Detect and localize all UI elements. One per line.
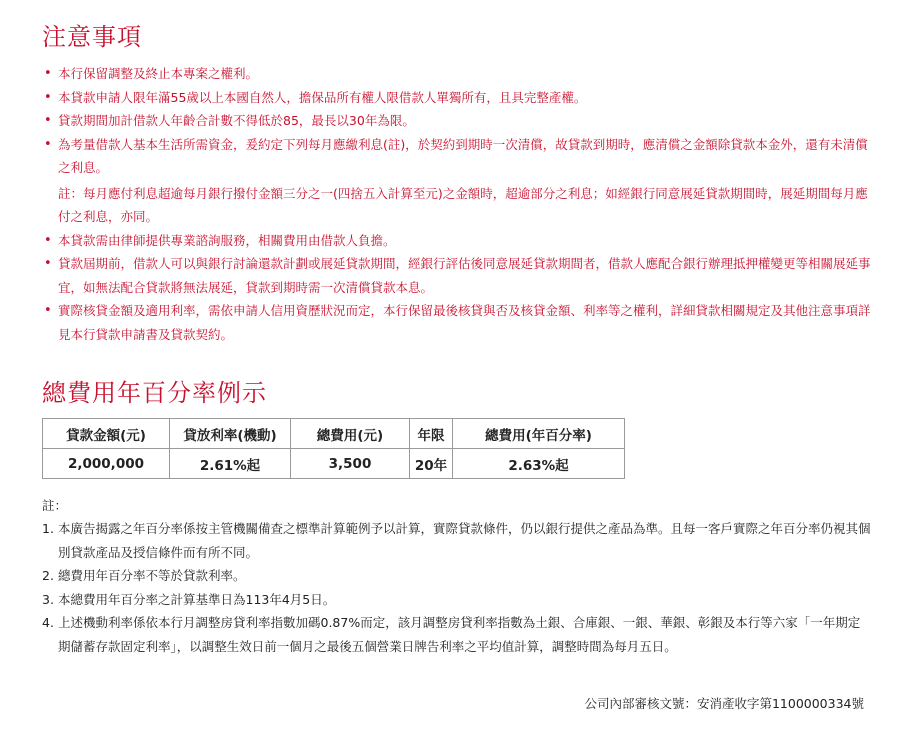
bullet-icon: • — [44, 256, 52, 271]
notice-list — [42, 62, 872, 346]
fee-table-header-row — [43, 419, 625, 449]
notice-item: • 貸款屆期前，借款人可以與銀行討論還款計劃或展延貸款期間，經銀行評估後同意展延貸款期間者，借款人應配合銀行辦理抵押權變更等相關展延事宜，如無法配合貸款將無法展延，貸款到期時需一次清償貸款本息。 — [42, 252, 872, 299]
cell-apr: 2.63%起 — [453, 449, 625, 479]
notes-label: 註： — [42, 498, 68, 513]
bullet-icon: • — [44, 232, 52, 248]
notice-item: • 本貸款申請人限年滿55歲以上本國自然人，擔保品所有權人限借款人單獨所有，且具完整產權。 — [42, 86, 872, 110]
note-item: 4. 上述機動利率係依本行月調整房貸利率指數加碼0.87%而定，該月調整房貸利率指數為土銀、合庫銀、一銀、華銀、彰銀及本行等六家「一年期定期儲蓄存款固定利率」，以調整生效日前一個月之最後五個營業日牌告利率之平均值計算，調整時間為每月五日。 — [42, 611, 872, 658]
header-interest-rate: 貸放利率(機動) — [170, 419, 291, 449]
note-number: 4. — [42, 615, 54, 630]
notice-item: • 實際核貸金額及適用利率，需依申請人信用資歷狀況而定，本行保留最後核貸與否及核貸金額、利率等之權利，詳細貸款相關規定及其他注意事項詳見本行貸款申請書及貸款契約。 — [42, 299, 872, 346]
note-number: 3. — [42, 591, 54, 607]
header-term: 年限 — [410, 419, 453, 449]
table-row — [43, 449, 625, 479]
bullet-icon: • — [44, 66, 52, 81]
header-loan-amount: 貸款金額(元) — [43, 419, 170, 449]
notice-item: • 貸款期間加計借款人年齡合計數不得低於85，最長以30年為限。 — [42, 109, 872, 133]
interest-sub-note: 註：每月應付利息超逾每月銀行撥付金額三分之一(四捨五入計算至元)之金額時，超逾部分之利息；如經銀行同意展延貸款期間時，展延期間每月應付之利息，亦同。 — [58, 185, 868, 224]
header-total-fee: 總費用(元) — [291, 419, 410, 449]
notes-list — [42, 517, 872, 658]
header-apr: 總費用(年百分率) — [453, 419, 625, 449]
note-number: 2. — [42, 568, 54, 583]
bullet-icon: • — [44, 136, 52, 152]
bullet-icon: • — [44, 303, 52, 318]
notice-title: 注意事項 — [42, 23, 142, 51]
note-number: 1. — [42, 521, 54, 536]
cell-loan-amount: 2,000,000 — [43, 449, 170, 479]
bullet-icon: • — [44, 89, 52, 105]
notice-item: • 本行保留調整及終止本專案之權利。 — [42, 62, 872, 86]
fee-example-title: 總費用年百分率例示 — [42, 379, 267, 407]
notice-item: • 為考量借款人基本生活所需資金，爰約定下列每月應繳利息(註)，於契約到期時一次清償，故貸款到期時，應清償之金額除貸款本金外，還有未清償之利息。 註：每月應付利息超逾每月銀行撥付金額三分之一(四捨五入計算至元)之金額時，超逾部分之利息；如經銀行同意展延貸款期間時，展延期間每月應付之利息，亦同。 — [42, 133, 872, 229]
cell-total-fee: 3,500 — [291, 449, 410, 479]
note-item: 1. 本廣告揭露之年百分率係按主管機關備查之標準計算範例予以計算，實際貸款條件，仍以銀行提供之產品為準。且每一客戶實際之年百分率仍視其個別貸款產品及授信條件而有所不同。 — [42, 517, 872, 564]
approval-number: 公司內部審核文號：安消產收字第1100000334號 — [584, 696, 864, 711]
note-item: 3. 本總費用年百分率之計算基準日為113年4月5日。 — [42, 588, 872, 612]
fee-table — [42, 418, 625, 479]
notice-item: • 本貸款需由律師提供專業諮詢服務，相關費用由借款人負擔。 — [42, 229, 872, 253]
bullet-icon: • — [44, 113, 52, 128]
note-item: 2. 總費用年百分率不等於貸款利率。 — [42, 564, 872, 588]
cell-term: 20年 — [410, 449, 453, 479]
cell-interest-rate: 2.61%起 — [170, 449, 291, 479]
